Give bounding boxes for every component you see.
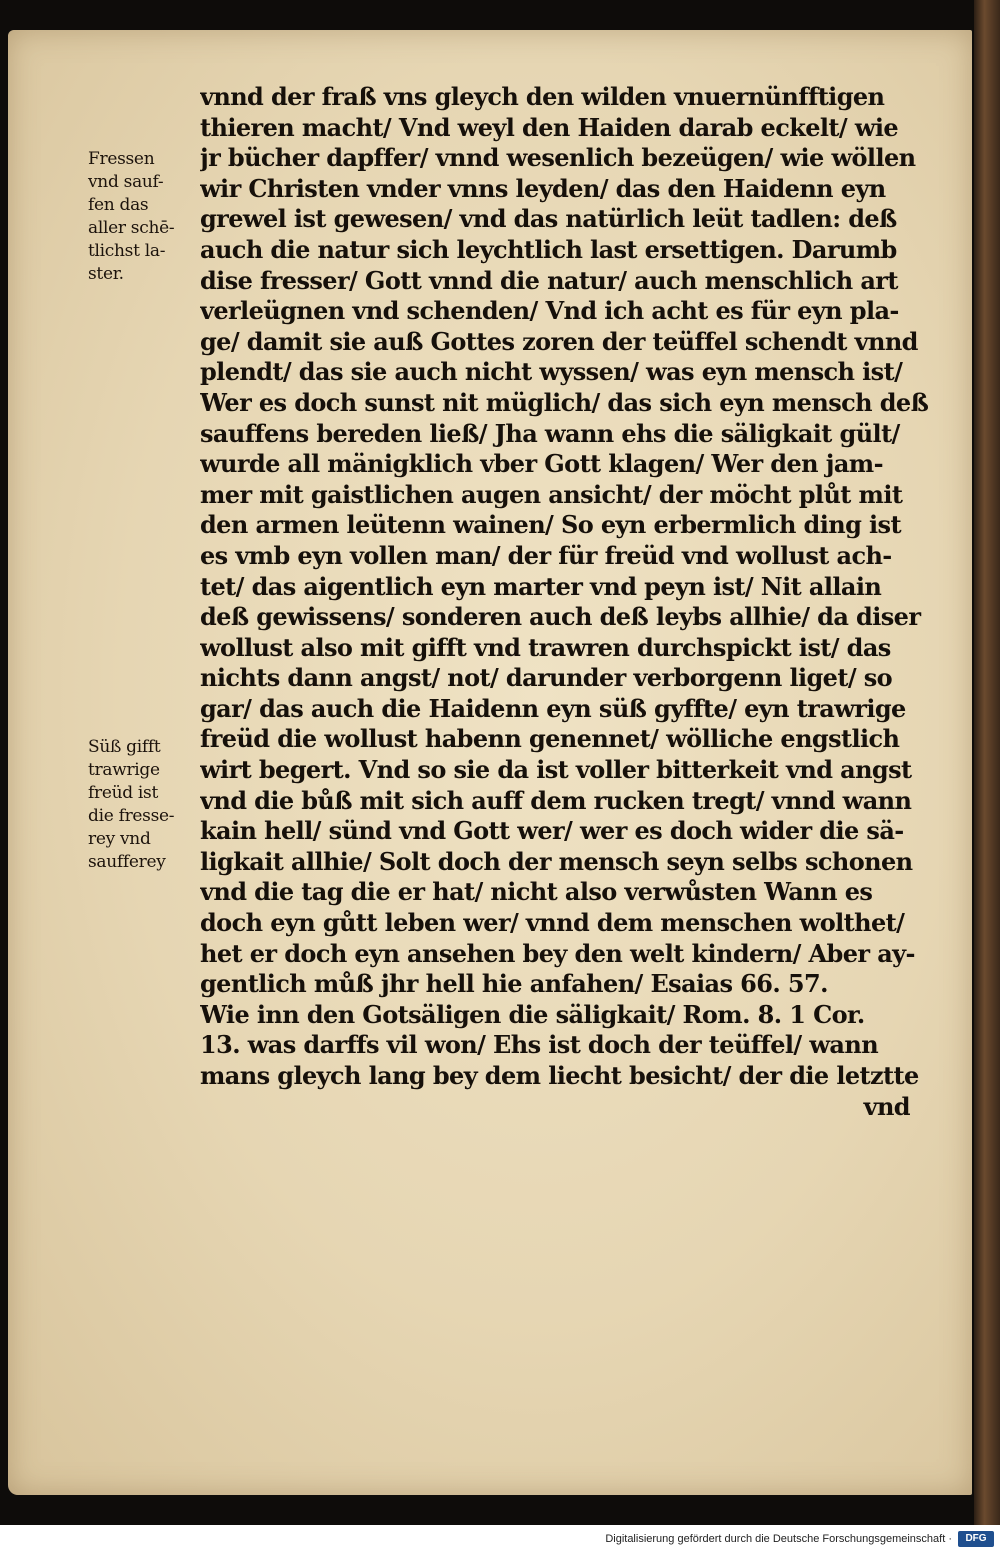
text-line: wurde all mänigklich vber Gott klagen/ Wer den jam- [200, 449, 883, 479]
text-line: grewel ist gewesen/ vnd das natürlich leüt tadlen: deß [200, 204, 897, 234]
text-line: thieren macht/ Vnd weyl den Haiden darab eckelt/ wie [200, 112, 899, 142]
text-line: jr bücher dapffer/ vnnd wesenlich bezeügen/ wie wöllen [200, 143, 916, 173]
text-line: dise fresser/ Gott vnnd die natur/ auch menschlich art [200, 265, 898, 295]
text-line: sauffens bereden ließ/ Jha wann ehs die säligkait gült/ [200, 418, 900, 448]
text-line: vnd die tag die er hat/ nicht also verwůsten Wann es [200, 877, 873, 907]
text-line: freüd die wollust habenn genennet/ wölliche engstlich [200, 724, 900, 754]
text-line: doch eyn gůtt leben wer/ vnnd dem menschen wolthet/ [200, 908, 905, 938]
margin-note-1: Fressen vnd sauf- fen das aller schē- tlichst la- ster. [88, 149, 175, 284]
book-page [8, 30, 972, 1495]
margin-note-2: Süß gifft trawrige freüd ist die fresse- rey vnd saufferey [88, 737, 175, 872]
book-spine-edge [974, 0, 1000, 1525]
text-line: verleügnen vnd schenden/ Vnd ich acht es für eyn pla- [200, 296, 899, 326]
footer-credit: Digitalisierung gefördert durch die Deutsche Forschungsgemeinschaft · [605, 1533, 952, 1545]
text-line: gentlich můß jhr hell hie anfahen/ Esaias 66. 57. [200, 969, 828, 999]
catchword: vnd [863, 1091, 910, 1121]
text-line: het er doch eyn ansehen bey den welt kindern/ Aber ay- [200, 938, 915, 968]
text-line: mer mit gaistlichen augen ansicht/ der möcht plůt mit [200, 479, 903, 509]
margin-notes [88, 148, 196, 908]
text-line: ge/ damit sie auß Gottes zoren der teüffel schendt vnnd [200, 326, 918, 356]
text-line: ligkait allhie/ Solt doch der mensch seyn selbs schonen [200, 846, 913, 876]
text-line: auch die natur sich leychtlich last ersettigen. Darumb [200, 234, 897, 264]
text-line: wir Christen vnder vnns leyden/ das den Haidenn eyn [200, 173, 886, 203]
text-line: den armen leütenn wainen/ So eyn erbermlich ding ist [200, 510, 901, 540]
dfg-logo-icon: DFG [958, 1531, 994, 1547]
text-line: Wer es doch sunst nit müglich/ das sich eyn mensch deß [200, 387, 929, 417]
text-line: mans gleych lang bey dem liecht besicht/ der die letztte [200, 1061, 919, 1090]
text-line: 13. was darffs vil won/ Ehs ist doch der teüffel/ wann [200, 1030, 879, 1060]
footer-bar [0, 1525, 1000, 1555]
text-line: es vmb eyn vollen man/ der für freüd vnd wollust ach- [200, 540, 892, 570]
text-line: gar/ das auch die Haidenn eyn süß gyffte/ eyn trawrige [200, 693, 906, 723]
text-line: Wie inn den Gotsäligen die säligkait/ Rom. 8. 1 Cor. [200, 999, 865, 1029]
text-line: vnnd der fraß vns gleych den wilden vnuernünfftigen [200, 82, 885, 111]
text-line: vnd die bůß mit sich auff dem rucken tregt/ vnnd wann [200, 785, 912, 815]
text-line: nichts dann angst/ not/ darunder verborgenn liget/ so [200, 663, 893, 693]
main-text-block [200, 82, 930, 1232]
text-line: tet/ das aigentlich eyn marter vnd peyn ist/ Nit allain [200, 571, 882, 601]
text-line: wollust also mit gifft vnd trawren durchspickt ist/ das [200, 632, 891, 662]
text-line: deß gewissens/ sonderen auch deß leybs allhie/ da diser [200, 602, 921, 632]
text-line: wirt begert. Vnd so sie da ist voller bitterkeit vnd angst [200, 755, 912, 785]
text-line: kain hell/ sünd vnd Gott wer/ wer es doch wider die sä- [200, 816, 904, 846]
text-line: plendt/ das sie auch nicht wyssen/ was eyn mensch ist/ [200, 357, 903, 387]
